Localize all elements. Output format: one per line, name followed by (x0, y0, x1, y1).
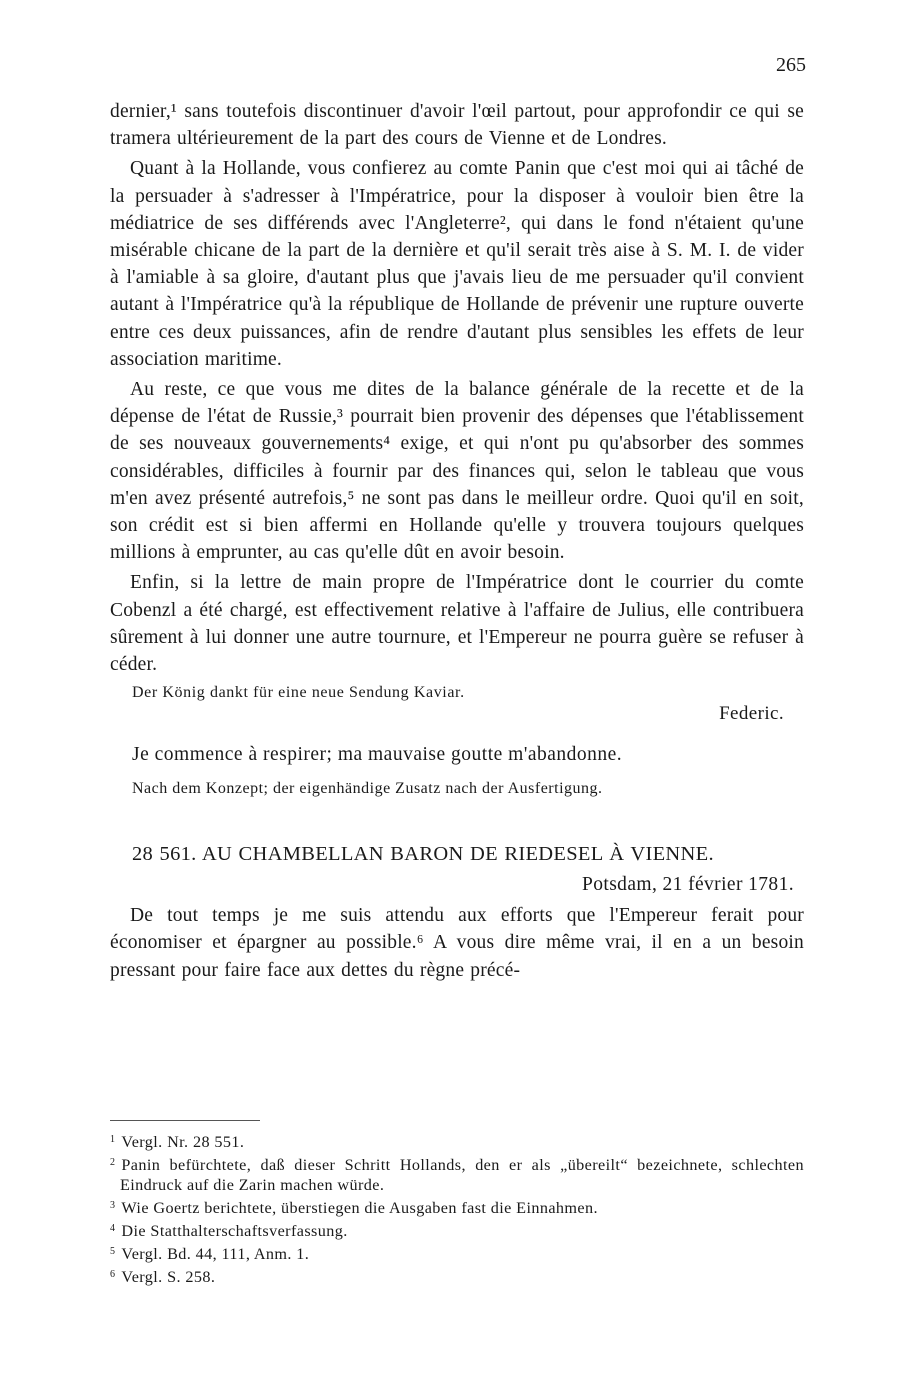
footnote (110, 1242, 804, 1264)
footnote-text: Vergl. Nr. 28 551. (121, 1133, 245, 1151)
page-number: 265 (776, 54, 806, 76)
paragraph: Enfin, si la lettre de main propre de l'Impératrice dont le courrier du comte Cobenzl a été chargé, est effectivement relative à l'affaire de Julius, elle contribuera sûrement à lui donner une autre tournure, et l'Empereur ne pourra guère se refuser à céder. (110, 572, 804, 676)
paragraph: Quant à la Hollande, vous confierez au comte Panin que c'est moi qui ai tâché de la persuader à s'adresser à l'Impératrice, pour la disposer à vouloir bien être la médiatrice de ses différends avec l'Angleterre², qui dans le fond n'étaient qu'une misérable chicane de la part de la dernière et qu'il serait très aise à S. M. I. de vider à l'amiable à sa gloire, d'autant plus que j'avais lieu de me persuader qu'il convient autant à l'Impératrice qu'à la république de Hollande de prévenir une rupture ouverte entre ces deux puissances, afin de rendre d'autant plus sensibles les effets de leur association maritime. (110, 158, 804, 370)
footnote-divider (110, 1120, 260, 1121)
paragraph: dernier,¹ sans toutefois discontinuer d'avoir l'œil partout, pour approfondir ce qui se tramera ultérieurement de la part des cours de Vienne et de Londres. (110, 101, 804, 150)
footnote (110, 1130, 804, 1152)
footnote-mark: 1 (110, 1134, 116, 1145)
footnote (110, 1265, 804, 1287)
footnote-text: Panin befürchtete, daß dieser Schritt Hollands, den er als „übereilt“ bezeichnete, schlechten Eindruck auf die Zarin machen würde. (120, 1156, 804, 1194)
footnote-text: Wie Goertz berichtete, überstiegen die Ausgaben fast die Einnahmen. (121, 1199, 598, 1217)
signature: Federic. (719, 703, 784, 725)
letter-heading: 28 561. AU CHAMBELLAN BARON DE RIEDESEL À VIENNE. (132, 843, 714, 866)
footnote-text: Vergl. S. 258. (121, 1268, 216, 1286)
paragraph: Au reste, ce que vous me dites de la balance générale de la recette et de la dépense de l'état de Russie,³ pourrait bien provenir des dépenses que l'établissement de ses nouveaux gouvernements⁴ exige, et qui n'ont pu qu'absorber des sommes considérables, difficiles à fournir par des finances qui, selon le tableau que vous m'en avez présenté autrefois,⁵ ne sont pas dans le meilleur ordre. Quoi qu'il en soit, son crédit est si bien affermi en Hollande qu'elle y trouvera toujours quelques millions à emprunter, au cas qu'elle dût en avoir besoin. (110, 379, 804, 564)
footnote-text: Vergl. Bd. 44, 111, Anm. 1. (121, 1245, 310, 1263)
footnotes (110, 1130, 804, 1288)
footnote-mark: 5 (110, 1246, 116, 1257)
letter-paragraph: De tout temps je me suis attendu aux efforts que l'Empereur ferait pour économiser et épargner au possible.⁶ A vous dire même vrai, il en a un besoin pressant pour faire face aux dettes du règne précé- (110, 905, 804, 981)
main-text (110, 98, 804, 984)
footnote (110, 1196, 804, 1218)
letter-place-date: Potsdam, 21 février 1781. (581, 874, 794, 896)
footnote-mark: 6 (110, 1269, 116, 1280)
postscript: Je commence à respirer; ma mauvaise goutte m'abandonne. (132, 744, 623, 766)
footnote-mark: 4 (110, 1223, 116, 1234)
footnote-mark: 3 (110, 1200, 116, 1211)
closing-note: Der König dankt für eine neue Sendung Kaviar. (132, 684, 465, 702)
closing-block (110, 680, 804, 734)
source-note: Nach dem Konzept; der eigenhändige Zusatz nach der Ausfertigung. (132, 780, 603, 798)
footnote-text: Die Statthalterschaftsverfassung. (121, 1222, 348, 1240)
footnote-mark: 2 (110, 1157, 116, 1168)
footnote (110, 1153, 804, 1195)
footnote (110, 1219, 804, 1241)
